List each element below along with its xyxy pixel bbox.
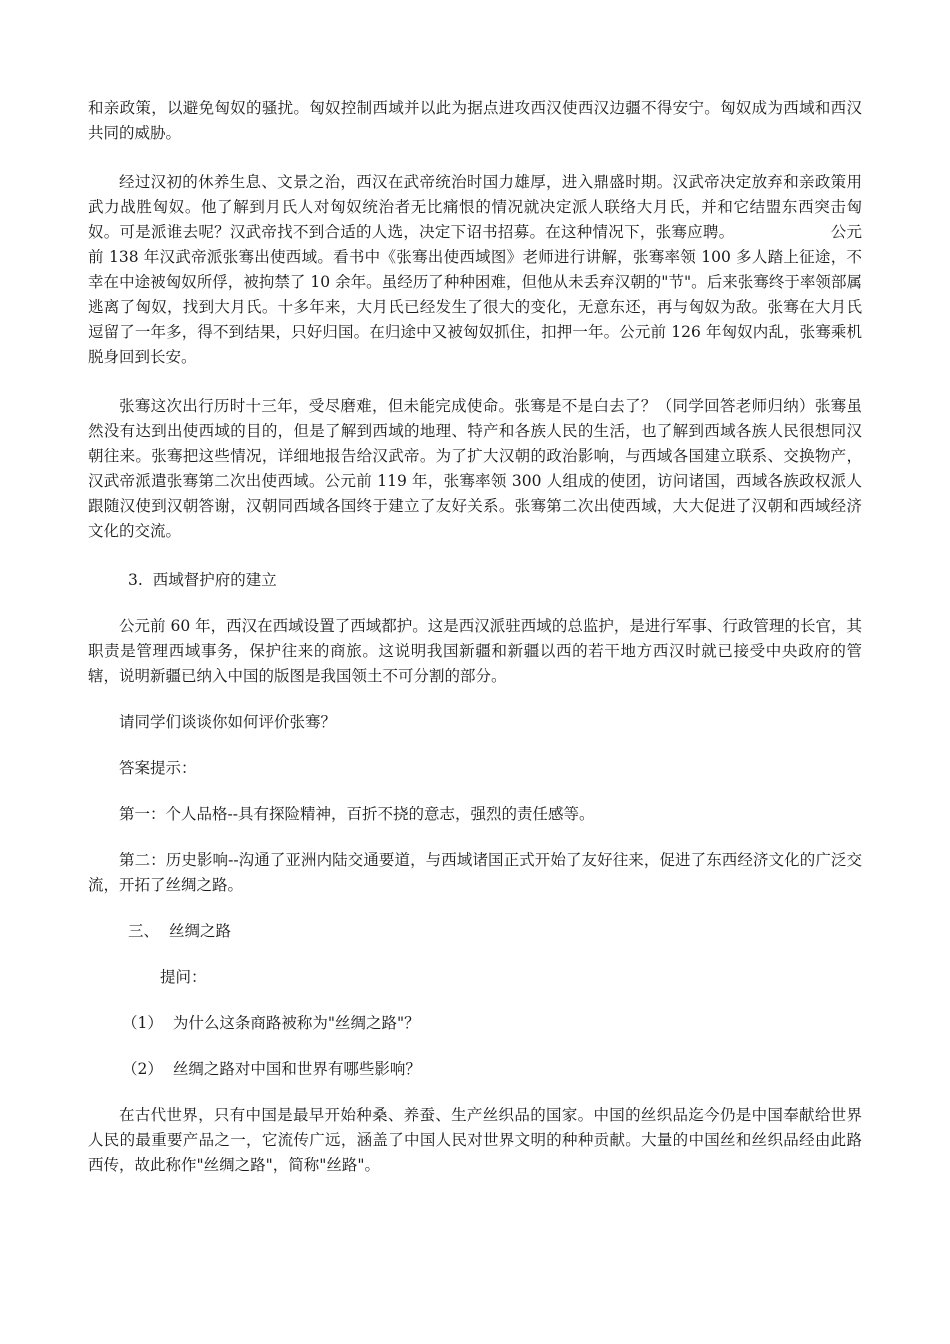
paragraph-emperor-wu-part1: 经过汉初的休养生息、文景之治，西汉在武帝统治时国力雄厚，进入鼎盛时期。汉武帝决定放弃和亲政策用武力战胜匈奴。他了解到月氏人对匈奴统治者无比痛恨的情况就决定派人联络大月氏，并和它结盟东西突击匈奴。可是派谁去呢？汉武帝找不到合适的人选，决定下诏书招募。在这种情况下，张骞应聘。: [88, 173, 862, 241]
section-number: 3.: [128, 571, 143, 589]
paragraph-emperor-wu-part2: 公元前 138 年汉武帝派张骞出使西域。看书中《张骞出使西域图》老师进行讲解，张骞率领 100 多人踏上征途，不幸在中途被匈奴所俘，被拘禁了 10 余年。虽经历了种种困难，但他从未丢弃汉朝的"节"。后来张骞终于率领部属逃离了匈奴，找到大月氏。十多年来，大月氏已经发生了很大的变化，无意东还，再与匈奴为敌。张骞在大月氏逗留了一年多，得不到结果，只好归国。在归途中又被匈奴抓住，扣押一年。公元前 126 年匈奴内乱，张骞乘机脱身回到长安。: [88, 223, 862, 366]
paragraph-silk-road: 在古代世界，只有中国是最早开始种桑、养蚕、生产丝织品的国家。中国的丝织品迄今仍是中国奉献给世界人民的最重要产品之一，它流传广远，涵盖了中国人民对世界文明的种种贡献。大量的中国丝和丝织品经由此路西传，故此称作"丝绸之路"，简称"丝路"。: [88, 1106, 862, 1174]
question-text: 丝绸之路对中国和世界有哪些影响？: [172, 1060, 421, 1078]
question-evaluate-zhangqian: 请同学们谈谈你如何评价张骞？: [119, 713, 337, 731]
ask-label: 提问：: [160, 968, 207, 986]
answer-hint-label: 答案提示：: [119, 759, 197, 777]
question-number: （2）: [122, 1060, 163, 1078]
paragraph-first-mission-summary: 张骞这次出行历时十三年，受尽磨难，但未能完成使命。张骞是不是白去了？（同学回答老师归纳）张骞虽然没有达到出使西域的目的，但是了解到西域的地理、特产和各族人民的生活，也了解到西域各族人民很想同汉朝往来。张骞把这些情况，详细地报告给汉武帝。为了扩大汉朝的政治影响，与西域各国建立联系、交换物产，汉武帝派遣张骞第二次出使西域。公元前 119 年，张骞率领 300 人组成的使团，访问诸国，西域各族政权派人跟随汉使到汉朝答谢，汉朝同西域各国终于建立了友好关系。张骞第二次出使西域，大大促进了汉朝和西域经济文化的交流。: [88, 397, 862, 540]
section-title: 丝绸之路: [169, 922, 232, 940]
section-heading-silk-road: [88, 919, 862, 944]
paragraph-protectorate: 公元前 60 年，西汉在西域设置了西域都护。这是西汉派驻西域的总监护，是进行军事、行政管理的长官，其职责是管理西域事务，保护往来的商旅。这说明我国新疆和新疆以西的若干地方西汉时就已接受中央政府的管辖，说明新疆已纳入中国的版图是我国领土不可分割的部分。: [88, 617, 862, 685]
paragraph-emperor-wu: [88, 170, 862, 370]
section-number: 三、: [128, 922, 160, 940]
question-number: （1）: [122, 1014, 163, 1032]
question-1: [88, 1011, 862, 1036]
question-text: 为什么这条商路被称为"丝绸之路"？: [172, 1014, 420, 1032]
section-title: 西域督护府的建立: [152, 571, 277, 589]
question-2: [88, 1057, 862, 1082]
answer-second: 第二：历史影响--沟通了亚洲内陆交通要道，与西域诸国正式开始了友好往来，促进了东西经济文化的广泛交流，开拓了丝绸之路。: [88, 851, 862, 894]
answer-first: 第一：个人品格--具有探险精神，百折不挠的意志，强烈的责任感等。: [119, 805, 595, 823]
section-heading-protectorate: [88, 568, 862, 593]
paragraph-heqin-policy: 和亲政策，以避免匈奴的骚扰。匈奴控制西域并以此为据点进攻西汉使西汉边疆不得安宁。匈奴成为西域和西汉共同的威胁。: [88, 99, 862, 142]
